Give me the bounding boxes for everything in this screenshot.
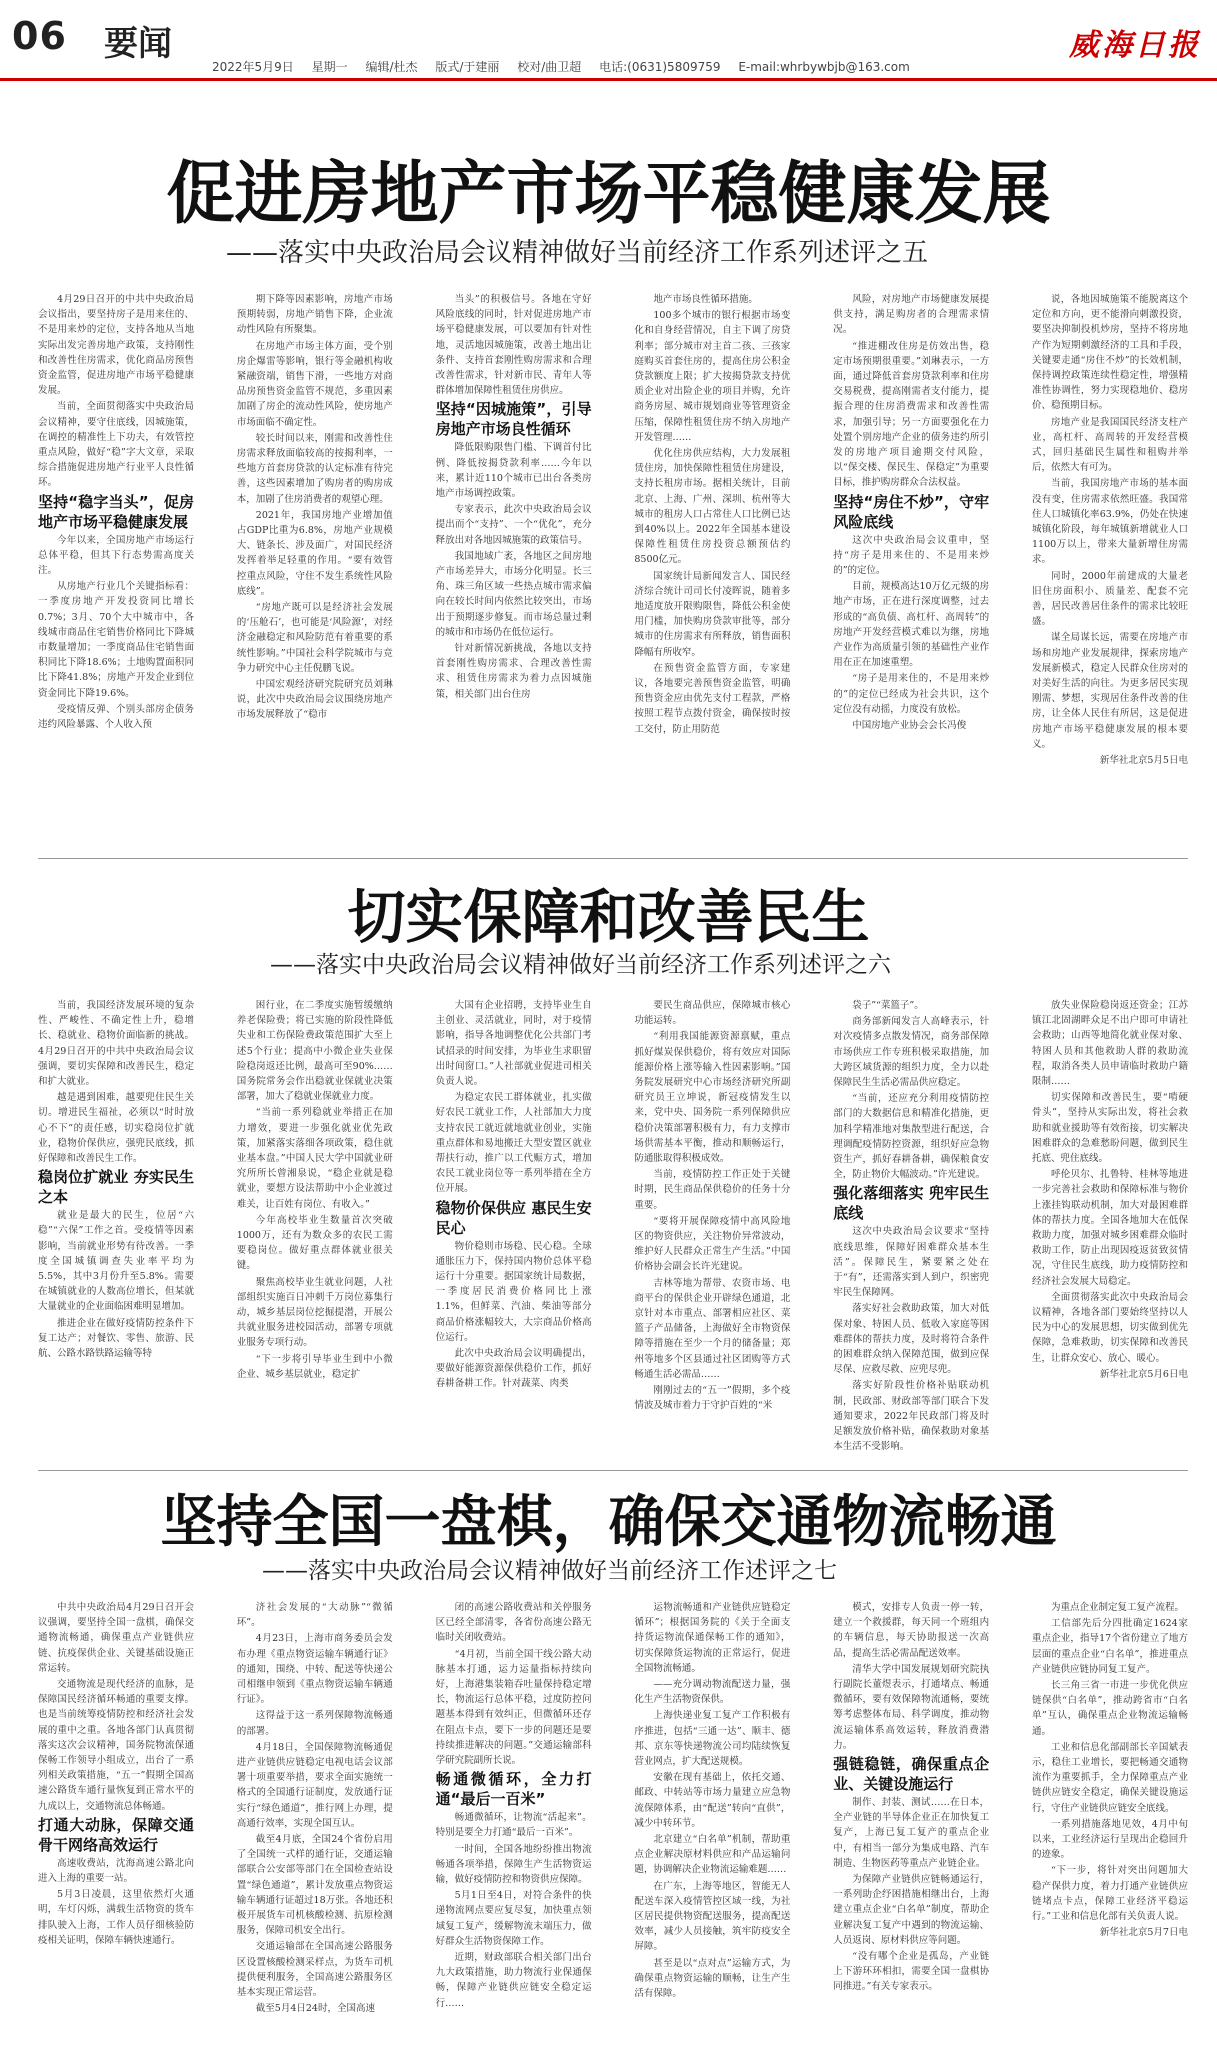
body-paragraph: 畅通微循环，让物流“活起来”。特别是要全力打通“最后一百米”。: [435, 1812, 592, 1839]
body-paragraph: 优化住房供应结构，大力发展租赁住房，加快保障性租赁住房建设，支持长租房市场。据相关统计，目前北京、上海、广州、深圳、杭州等大城市的租房人口占常住人口比例已达到40%以上。2022年全国基本建设保障性租赁住房投资总额预估约8500亿元。: [634, 448, 791, 566]
body-paragraph: 目前，规模高达10万亿元级的房地产市场，正在进行深度调整，过去形成的“高负债、高杠杆、高周转”的房地产开发经营模式难以为继，房地产业作为高质量引领的基础性产业作用在正在加速重塑。: [833, 581, 990, 669]
body-paragraph: 交通物流是现代经济的血脉，是保障国民经济循环畅通的重要支撑。也是当前统筹疫情防控和经济社会发展的重中之重。各地各部门认真贯彻落实这次会议精神，国务院物流保通保畅工作领导小组成立，出台了一系列相关政策措施，“五一”假期全国高速公路货车通行量恢复到正常水平的九成以上，交通物流总体畅通。: [38, 1679, 194, 1812]
body-paragraph: 袋子”“菜篮子”。: [852, 1000, 924, 1011]
body-paragraph: 为保障产业链供应链畅通运行，一系列助企纾困措施相继出台，上海建立重点企业“白名单”制度，帮助企业解决复工复产中遇到的物流运输、人员返岗、原材料供应等问题。: [833, 1874, 990, 1946]
body-paragraph: 在预售资金监管方面，专家建议，各地要完善预售资金监管，明确预售资金应由优先支付工程款，严格按照工程节点拨付资金，确保按时按工交付，防止用防范: [634, 662, 791, 735]
editor-credit: 编辑/杜杰: [365, 60, 418, 74]
article-1-body: [38, 292, 1188, 847]
body-paragraph: “利用我国能源资源禀赋，重点抓好煤炭保供稳价，将有效应对国际能源价格上涨等输入性因素影响。”国务院发展研究中心市场经济研究所副研究员王立坤说，新冠疫情发生以来，党中央、国务院一系列保障供应稳价决策部署积极有力，有力支撑市场供需基本平衡，推动和顺畅运行，防通胀取得积极成效。: [634, 1031, 791, 1165]
body-paragraph: 在广东，上海等地区，智能无人配送车深入疫情管控区域一线，为社区居民提供物资配送服务，提高配送效率，减少人员接触，筑牢防疫安全屏障。: [634, 1880, 791, 1953]
body-paragraph: 清华大学中国发展规划研究院执行副院长董煜表示，打通堵点、畅通微循环，要有效保障物流通畅，要统筹考虑整体布局、科学调度，推动物流运输体系高效运转，释放消费潜力。: [833, 1663, 990, 1751]
issue-weekday: 星期一: [311, 60, 348, 74]
body-paragraph: 当头”的积极信号。各地在守好风险底线的同时，针对促进房地产市场平稳健康发展，可以要加有针对性地，灵活地因城施策，改善土地出让条件、支持首套刚性购房需求和合理改善性需求，针对新市民、青年人等群体增加保障性租赁住房供应。: [435, 294, 592, 397]
article-3-column: [833, 1600, 989, 2048]
dateline: 新华社北京5月5日电: [1099, 755, 1188, 767]
body-paragraph: 中国宏观经济研究院研究员刘琳说，此次中央政治局会议围绕房地产市场发展释放了“稳市: [236, 679, 393, 721]
body-paragraph: 高速收费站，沈海高速公路北向进入上海的重要一站。: [38, 1857, 194, 1885]
article-3-column: [436, 1600, 592, 2048]
article-3-column: [634, 1600, 790, 2048]
body-paragraph: 要民生商品供应，保障城市核心功能运转。: [634, 1000, 791, 1027]
body-paragraph: “下一步，将针对突出问题加大稳产保供力度，着力打通产业链供应链堵点卡点，保障工业经济平稳运行。”工业和信息化部有关负责人说。: [1031, 1865, 1188, 1923]
body-paragraph: “推进棚改住房是仿效出售，稳定市场预期很重要。”刘琳表示，一方面，通过降低首套房贷款利率和住房交易税费，提高刚需者支付能力，提振合理的住房消费需求和改善性需求，加强引导；另一方面要强化在力处置个别房地产企业的债务违约所引发的房地产项目逾期交付风险，以“保交楼、保民生、保稳定”为重要目标，推护购房群众合法权益。: [833, 340, 990, 489]
section-subhead: 打通大动脉，保障交通骨干网络高效运行: [38, 1815, 194, 1854]
body-paragraph: 制作、封装、测试……在日本，全产业链的半导体企业正在加快复工复产，上海已复工复产的重点企业中，有相当一部分为集成电路、汽车制造、生物医药等重点产业链企业。: [833, 1797, 990, 1869]
article-1-column: [38, 292, 194, 847]
body-paragraph: 这得益于这一系列保障物流畅通的部署。: [236, 1710, 393, 1737]
body-paragraph: 截至5月4日24时，全国高速: [255, 2003, 375, 2015]
body-paragraph: 一时间，全国各地纷纷推出物流畅通各项举措，保障生产生活物资运输，做好疫情防控和物资供应保障。: [435, 1843, 592, 1886]
section-subhead: 坚持“房住不炒”，守牢风险底线: [833, 492, 990, 531]
body-paragraph: 针对新情况新挑战，各地以支持首套刚性购房需求、合理改善性需求、租赁住房需求为着力点因城施策，相关部门出台住房: [435, 643, 592, 700]
body-paragraph: 闭的高速公路收费站和关停服务区已经全部清零，各省份高速公路无临时关闭收费站。: [435, 1602, 592, 1644]
article-3-body: [38, 1600, 1188, 2048]
body-paragraph: 交通运输部在全国高速公路服务区设置核酸检测采样点，为货车司机提供便利服务，全国高速公路服务区基本实现正常运营。: [236, 1941, 393, 1999]
body-paragraph: 一系列措施落地见效，4月中旬以来，工业经济运行呈现出企稳回升的迹象。: [1031, 1818, 1188, 1861]
body-paragraph: 4月23日，上海市商务委员会发布办理《重点物资运输车辆通行证》的通知，围绕、中转、配送等快递公司相继申领到《重点物资运输车辆通行证》。: [236, 1633, 393, 1706]
body-paragraph: 工业和信息化部副部长辛国斌表示，稳住工业增长，要把畅通交通物流作为重要抓手，全力保障重点产业链供应链安全稳定，确保关键设施运行，守住产业链供应链安全底线。: [1031, 1741, 1188, 1814]
proof-credit: 校对/曲卫超: [517, 60, 582, 74]
body-paragraph: 中共中央政治局4月29日召开会议强调，要坚持全国一盘棋，确保交通物流畅通，确保重点产业链供应链、抗疫保供企业、关键基础设施正常运转。: [38, 1602, 194, 1674]
body-paragraph: 较长时间以来，刚需和改善性住房需求释放面临较高的按揭利率，一些地方首套房贷款的认定标准有待完善，这些因素增加了购房者的购房成本，加剧了住房消费者的观望心理。: [236, 432, 393, 505]
body-paragraph: 这次中央政治局会议要求“坚持底线思维，保障好困难群众基本生活”。保障民生，紧要紧之处在于“有”，还需落实到人到户，织密兜牢民生保障网。: [833, 1226, 990, 1299]
body-paragraph: 全面贯彻落实此次中央政治局会议精神，各地各部门要始终坚持以人民为中心的发展思想，切实做到优先保障，急难救助，切实保障和改善民生，让群众安心、放心、暖心。: [1031, 1291, 1188, 1364]
body-paragraph: 就业是最大的民生，位居“六稳”“六保”工作之首。受疫情等因素影响，当前就业形势有待改善。一季度全国城镇调查失业率平均为5.5%，其中3月份升至5.8%。需要在城镇就业的人数高位增长，但某就大量就业的企业面临困难明显增加。: [38, 1210, 194, 1313]
body-paragraph: 放失业保险稳岗返还资金；江苏镇江北固湖畔众足不出户即可申请社会救助；山西等地简化就业保对象、特困人员和其他救助人群的救助流程，取消各类人员申请临时救助户籍限制……: [1031, 1000, 1188, 1088]
body-paragraph: 吉林等地为帮带、农资市场、电商平台的保供企业开辟绿色通道，北京针对本市重点、部署相应社区、菜篮子产品储备，上海做好全市物资保障等措施在至少一个月的储备量；郑州等地多个区县通过社区团购等方式畅通生活必需品……: [634, 1277, 791, 1380]
article-2-column: [634, 998, 790, 1460]
body-paragraph: 100多个城市的银行根据市场变化和自身经营情况，自主下调了房贷利率；部分城市对主首二孩、三孩家庭购买首套住房的，提高住房公积金贷款额度上限；扩大按揭贷款支持优质企业对出险企业的项目并购，允许商务房屋、城市规划商业等管理资金压缩，保障性租赁住房不纳入房地产开发管理……: [634, 310, 791, 443]
body-paragraph: 房地产业是我国国民经济支柱产业，高杠杆、高周转的开发经营模式，回归基础民生属性和租购并举后，依然大有可为。: [1031, 416, 1188, 474]
body-paragraph: 越是遇到困难，越要兜住民生关切。增进民生福祉，必须以“时时放心不下”的责任感，切实稳岗位扩就业，稳物价保供应，强兜民底线，抓好保障和改善民生工作。: [38, 1092, 194, 1165]
body-paragraph: 当前，疫情防控工作正处于关键时期，民生商品保供稳价的任务十分重要。: [634, 1169, 791, 1211]
body-paragraph: “下一步将引导毕业生到中小微企业、城乡基层就业，稳定扩: [236, 1353, 393, 1380]
body-paragraph: 上海快递业复工复产工作积极有序推进，包括“三通一达”、顺丰、德邦、京东等快递物流公司均陆续恢复营业网点，扩大配送规模。: [634, 1710, 791, 1768]
article-3-column: [1032, 1600, 1188, 2048]
body-paragraph: ——充分调动物流配送力量，强化生产生活物资保供。: [634, 1679, 791, 1706]
body-paragraph: 工信部先后分四批确定1624家重点企业，指导17个省份建立了地方层面的重点企业“白名单”，推进重点产业链供应链协同复工复产。: [1031, 1618, 1188, 1675]
body-paragraph: 落实好社会救助政策，加大对低保对象、特困人员、低收入家庭等困难群体的帮扶力度，及时将符合条件的困难群众纳入保障范围，做到应保尽保、应救尽救、应兜尽兜。: [833, 1303, 990, 1376]
body-paragraph: 5月1日至4日，对符合条件的快递物流网点要应复尽复，加快重点领域复工复产，缓解物流末端压力，做好群众生活物资保障工作。: [435, 1890, 592, 1947]
contact-phone: 电话:(0631)5809759: [599, 60, 721, 74]
article-divider: [38, 1470, 1188, 1471]
body-paragraph: 模式，安排专人负责一停一转，建立一个救援群，每天同一个班组内的车辆信息，每天协助报送一次高品，提高生活必需品配送效率。: [833, 1602, 990, 1659]
body-paragraph: 济社会发展的“大动脉”“微循环”。: [236, 1602, 393, 1629]
body-paragraph: 期下降等因素影响，房地产市场预期转弱，房地产销售下降，企业流动性风险有所聚集。: [236, 294, 393, 336]
article-1-title: 促进房地产市场平稳健康发展: [166, 154, 1051, 234]
body-paragraph: 安徽在现有基础上，依托交通、邮政、中转站等市场力量建立应急物流保障体系，由“配送”转向“直供”，减少中转环节。: [634, 1772, 791, 1829]
section-subhead: 坚持“稳字当头”，促房地产市场平稳健康发展: [38, 492, 194, 531]
body-paragraph: 此次中央政治局会议明确提出，要做好能源资源保供稳价工作，抓好春耕备耕工作。针对蔬菜、肉类: [435, 1348, 592, 1390]
section-subhead: 坚持“因城施策”，引导房地产市场良性循环: [435, 400, 592, 439]
section-subhead: 强化落细落实 兜牢民生底线: [833, 1184, 990, 1223]
article-1-column: [1032, 292, 1188, 847]
article-1-column: [833, 292, 989, 847]
body-paragraph: 4月18日，全国保障物流畅通促进产业链供应链稳定电视电话会议部署十项重要举措，要求全面实施统一格式的全国通行证制度，发放通行证实行“绿色通道”，推行网上办理，提高通行效率，实现全国互认。: [236, 1741, 393, 1829]
body-paragraph: “房地产既可以是经济社会发展的‘压舱石’，也可能是‘风险源’，对经济金融稳定和风险防范有着重要的系统性影响。”中国社会科学院城市与竞争力研究中心主任倪鹏飞说。: [236, 602, 393, 674]
article-2-column: [833, 998, 989, 1460]
body-paragraph: “4月初，当前全国干线公路大动脉基本打通，运力运量指标持续向好，上海港集装箱吞吐量保持稳定增长，物流运行总体平稳，过度防控问题基本得到有效纠正，但微循环还存在阻点卡点，要下一步的问题还是要持续推进解决的问题。”交通运输部科学研究院副所长说。: [435, 1648, 592, 1767]
body-paragraph: 谋全局谋长远，需要在房地产市场和房地产业发展规律，探索房地产发展新模式，稳定人民群众住房对的对美好生活的向往。为更多居民实现刚需、梦想，实现居住条件改善的住房，让全体人民住有所居，这是促进房地产市场平稳健康发展的根本要义。: [1031, 632, 1188, 750]
body-paragraph: 商务部新闻发言人高峰表示，针对次疫情多点散发情况，商务部保障市场供应工作专班积极采取措施，加大跨区域货源的组织力度，全力以赴保障民生生活必需品供应稳定。: [833, 1016, 990, 1089]
body-paragraph: “要将开展保障疫情中高风险地区的物资供应，关注物价异常波动，维护好人民群众正常生产生活。”中国价格协会副会长许光建说。: [634, 1215, 791, 1273]
section-subhead: 稳岗位扩就业 夯实民生之本: [38, 1168, 194, 1207]
article-2-body: [38, 998, 1188, 1460]
body-paragraph: 长三角三省一市进一步优化供应链保供“白名单”，推动跨省市“白名单”互认，确保重点企业物流运输畅通。: [1031, 1680, 1188, 1737]
body-paragraph: 为重点企业制定复工复产流程。: [1050, 1602, 1184, 1613]
body-paragraph: 切实保障和改善民生，要“啃硬骨头”，坚持从实际出发，将社会救助和就业援助等有效衔接，切实解决困难群众的急难愁盼问题，做到民生托底、兜住底线。: [1031, 1092, 1188, 1165]
body-paragraph: 物价稳则市场稳、民心稳。全球通胀压力下，保持国内物价总体平稳运行十分重要。据国家统计局数据，一季度居民消费价格同比上涨1.1%，但鲜菜、汽油、柴油等部分商品价格涨幅较大，大宗商品价格高位运行。: [435, 1240, 592, 1343]
article-3-title: 坚持全国一盘棋，确保交通物流畅通: [160, 1489, 1057, 1555]
body-paragraph: 地产市场良性循环措施。: [653, 294, 758, 305]
article-1-column: [436, 292, 592, 847]
body-paragraph: 大国有企业招聘，支持毕业生自主创业、灵活就业，同时，对于疫情影响，指导各地调整优化公共部门考试招录的时间安排，为毕业生求职留出时间窗口。”人社部就业促进司相关负责人说。: [435, 1000, 592, 1088]
section-subhead: 强链稳链，确保重点企业、关键设施运行: [833, 1755, 990, 1794]
article-2-column: [436, 998, 592, 1460]
body-paragraph: 中国房地产业协会会长冯俊: [852, 720, 967, 732]
issue-date: 2022年5月9日: [212, 60, 294, 74]
body-paragraph: 当前，我国经济发展环境的复杂性、严峻性、不确定性上升，稳增长、稳就业、稳物价面临新的挑战。4月29日召开的中共中央政治局会议强调，要切实保障和改善民生，稳定和扩大就业。: [38, 1000, 194, 1088]
dateline: 新华社北京5月7日电: [1099, 1927, 1188, 1939]
body-paragraph: 这次中央政治局会议重申，坚持“房子是用来住的、不是用来炒的”的定位。: [833, 534, 990, 577]
body-paragraph: 截至4月底，全国24个省份启用了全国统一式样的通行证，交通运输部联合公安部等部门在全国检查站设置“绿色通道”，累计发放重点物资运输车辆通行证超过18万张。各地还积极开展货车司机核酸检测、抗原检测服务，保障司机安全出行。: [236, 1834, 393, 1937]
page-number: 06: [12, 14, 67, 58]
body-paragraph: 降低限购限售门槛、下调首付比例、降低按揭贷款利率……今年以来，累计近110个城市已出台各类房地产市场调控政策。: [435, 442, 592, 500]
body-paragraph: “房子是用来住的，不是用来炒的”的定位已经成为社会共识，这个定位没有动摇，力度没有放松。: [833, 673, 990, 715]
body-paragraph: 近期，财政部联合相关部门出台九大政策措施，助力物流行业保通保畅，保障产业链供应链安全稳定运行……: [435, 1952, 592, 2009]
body-paragraph: 甚至是以“点对点”运输方式，为确保重点物资运输的顺畅，让生产生活有保障。: [634, 1957, 791, 2000]
body-paragraph: 风险，对房地产市场健康发展提供支持，满足购房者的合理需求情况。: [833, 294, 990, 336]
body-paragraph: 运物流畅通和产业链供应链稳定循环”；根据国务院的《关于全面支持货运物流保通保畅工作的通知》，切实保障货运物流的正常运行，促进全国物流畅通。: [634, 1602, 791, 1674]
layout-credit: 版式/于建丽: [435, 60, 500, 74]
body-paragraph: 受疫情反弹、个别头部房企债务违约风险暴露、个人收入预: [38, 703, 194, 731]
body-paragraph: 4月29日召开的中共中央政治局会议指出，要坚持房子是用来住的、不是用来炒的定位，支持各地从当地实际出发完善房地产政策，支持刚性和改善性住房需求，优化商品房预售资金监管，促进房地产市场平稳健康发展。: [38, 294, 194, 397]
article-2-title: 切实保障和改善民生: [347, 883, 870, 951]
body-paragraph: 为稳定农民工群体就业，扎实做好农民工就业工作，人社部加大力度支持农民工就近就地就业创业，实施重点群体和易地搬迁大型安置区就业帮扶行动，推广以工代赈方式，增加农民工就业岗位等一系列举措在全方位开展。: [435, 1092, 592, 1195]
contact-email: E-mail:whrbywbjb@163.com: [738, 60, 910, 74]
body-paragraph: 北京建立“白名单”机制，帮助重点企业解决原材料供应和产品运输问题，协调解决企业物流运输难题……: [634, 1834, 791, 1876]
publication-info: [212, 58, 924, 75]
body-paragraph: 当前，我国房地产市场的基本面没有变，住房需求依然旺盛。我国常住人口城镇化率63.9%，仍处在快速城镇化阶段，每年城镇新增就业人口1100万以上，带来大量新增住房需求。: [1031, 478, 1188, 566]
section-name: 要闻: [104, 24, 172, 64]
body-paragraph: 在房地产市场主体方面，受个别房企爆雷等影响，银行等金融机构收紧融资端，销售下滑，一些地方对商品房预售资金监管不规范，多重因素加剧了房企的流动性风险，使房地产市场面临不确定性。: [236, 340, 393, 428]
article-divider: [38, 858, 1188, 859]
body-paragraph: 5月3日凌晨，这里依然灯火通明，车灯闪烁，满载生活物资的货车排队驶入上海，工作人员仔细核验防疫相关证明，保障车辆快速通行。: [38, 1889, 194, 1946]
article-1-subtitle: ——落实中央政治局会议精神做好当前经济工作系列述评之五: [226, 238, 929, 268]
dateline: 新华社北京5月6日电: [1099, 1368, 1188, 1380]
article-1-column: [237, 292, 393, 847]
masthead: [0, 0, 1217, 81]
body-paragraph: 今年高校毕业生数量首次突破1000万，还有为数众多的农民工需要稳岗位。做好重点群体就业很关键。: [236, 1214, 393, 1272]
newspaper-logo: 威海日报: [1069, 28, 1201, 63]
body-paragraph: 从房地产行业几个关键指标看：一季度房地产开发投资同比增长0.7%；3月、70个大中城市中，各线城市商品住宅销售价格同比下降城市数量增加；一季度商品住宅销售面积同比下降18.6%；土地购置面积同比下降41.8%；房地产开发企业到位资金同比下降19.6%。: [38, 581, 194, 699]
body-paragraph: 推进企业在做好疫情防控条件下复工达产；对餐饮、零售、旅游、民航、公路水路铁路运输等特: [38, 1317, 194, 1360]
section-subhead: 稳物价保供应 惠民生安民心: [435, 1198, 592, 1237]
body-paragraph: 专家表示，此次中央政治局会议提出而个“支持”、一个“优化”，充分释放出对各地因城施策的政策信号。: [435, 504, 592, 546]
article-2-column: [1032, 998, 1188, 1460]
article-3-subtitle: ——落实中央政治局会议精神做好当前经济工作述评之七: [262, 1558, 837, 1584]
article-2-column: [237, 998, 393, 1460]
body-paragraph: 困行业，在二季度实施暂缓缴纳养老保险费；将已实施的阶段性降低失业和工伤保险费政策范围扩大至上述5个行业；提高中小微企业失业保险稳岗返还比例，最高可至90%……国务院常务会作出稳就业保就业决策部署，加大了稳就业保就业力度。: [236, 1000, 393, 1103]
body-paragraph: 国家统计局新闻发言人、国民经济综合统计司司长付凌晖说，随着多地适度放开限购限售，降低公积金使用门槛，加快购房贷款审批等，部分城市的住房需求有所释放，销售面积降幅有所收窄。: [634, 570, 791, 658]
article-2-subtitle: ——落实中央政治局会议精神做好当前经济工作系列述评之六: [270, 952, 891, 978]
body-paragraph: 今年以来，全国房地产市场运行总体平稳，但其下行态势需高度关注。: [38, 534, 194, 577]
body-paragraph: 说，各地因城施策不能脱离这个定位和方向，更不能滑向刺激投资，要坚决抑制投机炒房，坚持不将房地产作为短期刺激经济的工具和手段，关键要走通“房住不炒”的长效机制，保持调控政策连续性稳定性，增强精准性协调性，努力实现稳地价、稳房价、稳预期目标。: [1031, 294, 1188, 412]
article-1-column: [634, 292, 790, 847]
body-paragraph: 聚焦高校毕业生就业问题，人社部组织实施百日冲刺千万岗位募集行动，城乡基层岗位挖掘提潜，开展公共就业服务进校园活动，部署专项就业服务专项行动。: [236, 1276, 393, 1349]
article-3-column: [38, 1600, 194, 2048]
body-paragraph: “当前，还应充分利用疫情防控部门的大数据信息和精准化措施，更加科学精准地对集散型进行配送，合理调配疫情防控资源，组织好应急物资生产，抓好春耕备耕，确保粮食安全，防止物价大幅波动。”许光建说。: [833, 1093, 990, 1181]
body-paragraph: 当前，全面贯彻落实中央政治局会议精神，要守住底线，因城施策，在调控的精准性上下功夫，有效管控重点风险，做好“稳”字大文章，采取综合措施促进房地产行业平人良性循环。: [38, 401, 194, 489]
article-2-column: [38, 998, 194, 1460]
article-3-column: [237, 1600, 393, 2048]
body-paragraph: 我国地域广袤，各地区之间房地产市场差异大，市场分化明显。长三角、珠三角区域一些热点城市需求偏向在较长时间内依然比较突出，市场出于预期逐步修复。而市场总量过剩的城市和市场仍在低位运行。: [435, 550, 592, 638]
section-subhead: 畅通微循环，全力打通“最后一百米”: [435, 1770, 592, 1809]
body-paragraph: 落实好阶段性价格补贴联动机制，民政部、财政部等部门联合下发通知要求，2022年民政部门将及时足额发放价格补贴，确保救助对象基本生活不受影响。: [833, 1380, 990, 1453]
body-paragraph: 呼伦贝尔、扎鲁特、桂林等地进一步完善社会救助和保障标准与物价上涨挂钩联动机制，加大对最困难群体的帮扶力度。全国各地加大在低保救助力度，加强对城乡困难群众临时救助工作，防止出现因疫返贫致贫情况，守住民生底线，助力疫情防控和经济社会发展大局稳定。: [1031, 1169, 1188, 1287]
body-paragraph: 2021年，我国房地产业增加值占GDP比重为6.8%，房地产业规模大、链条长、涉及面广，对国民经济发挥着举足轻重的作用。“要有效管控重点风险，守住不发生系统性风险底线”。: [236, 509, 393, 597]
body-paragraph: 同时，2000年前建成的大量老旧住房面积小、质量差、配套不完善，居民改善居住条件的需求比较旺盛。: [1031, 570, 1188, 628]
body-paragraph: “没有哪个企业是孤岛，产业链上下游环环相扣，需要全国一盘棋协同推进。”有关专家表示。: [833, 1951, 990, 1993]
body-paragraph: “当前一系列稳就业举措正在加力增效，要进一步强化就业优先政策，加紧落实落细各项政策，稳住就业基本盘。”中国人民大学中国就业研究所所长曾湘泉说，“稳企业就是稳就业，要想方设法帮助中小企业渡过难关，让百姓有岗位、有收入。”: [236, 1107, 393, 1210]
body-paragraph: 刚刚过去的“五一”假期，多个疫情波及城市着力于守护百姓的“米: [634, 1385, 791, 1412]
